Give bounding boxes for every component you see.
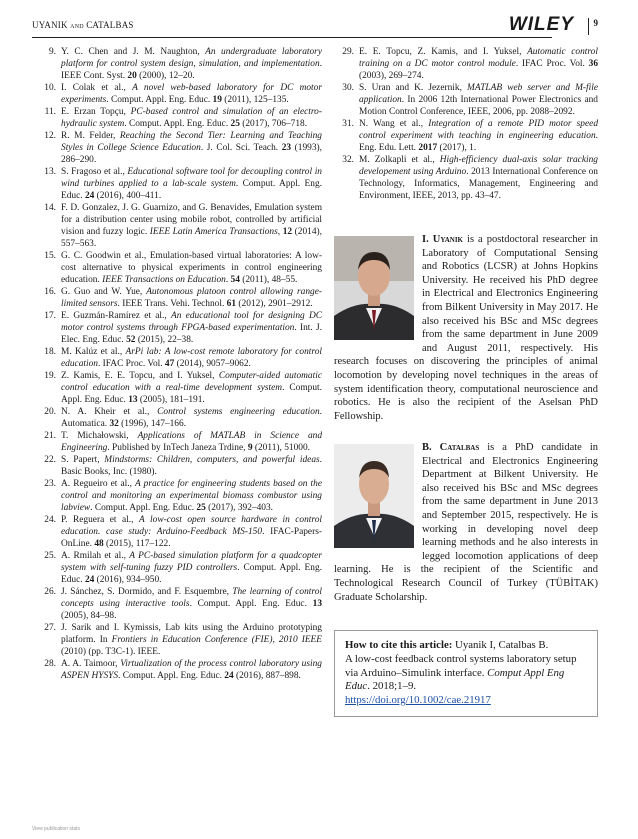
reference-item (334, 46, 598, 82)
reference-text-part: A novel web-based laboratory for DC motor experiments (61, 83, 322, 105)
reference-number: 18. (44, 347, 56, 357)
reference-text-part: A. Regueiro et al., (61, 479, 136, 489)
reference-text (61, 250, 322, 286)
reference-number: 22. (44, 455, 56, 465)
reference-number: 12. (44, 131, 56, 141)
reference-text-part: . (225, 275, 231, 285)
reference-text-part: (2014), 9057–9062. (174, 359, 251, 369)
reference-text-part: A. Rmilah et al., (61, 551, 130, 561)
reference-text-part: A PC-based simulation platform for a quadcopter system with self-tuning fuzzy PID controllers (61, 551, 322, 573)
reference-text-part: . J. Col. Sci. Teach. (200, 143, 282, 153)
reference-text (61, 370, 322, 406)
reference-text-part: (2011), 51000. (252, 443, 310, 453)
reference-text (61, 454, 322, 478)
reference-text-part: (1996), 147–166. (118, 419, 186, 429)
citation-rest: . 2018;1–9. (367, 680, 417, 693)
reference-number: 17. (44, 311, 56, 321)
reference-text-part: 19 (212, 95, 222, 105)
reference-text-part: Reaching the Second Tier: Learning and Teaching Styles in College Science Education (61, 131, 322, 153)
and-label: and (70, 20, 84, 30)
reference-list-left (36, 46, 322, 682)
reference-text-part: 13 (312, 599, 323, 609)
reference-text-part: (2017), 706–718. (239, 119, 308, 129)
reference-number: 21. (44, 431, 56, 441)
bio1-text: is a postdoctoral researcher in Laboratory of Computational Sensing and Robotics (LCSR) at Johns Hopkins University. He received his PhD degree in Electrical and Electronics Engineering from Bilkent University in May 2017. He also received his BSc and MSc degrees from the same department in June 2009 and August 2011, respectively. His research focuses on discovering the principles of animal locomotion by developing novel techniques in the areas of system identification theory, computational neuroscience and robotics. He is also the recipient of the Aselsan PhD Fellowship. (334, 234, 598, 422)
author1-label: UYANIK (32, 20, 68, 30)
reference-text-part: M. Zolkapli et al., (359, 155, 440, 165)
reference-text-part: (2012), 2901–2912. (236, 299, 313, 309)
reference-text-part: (2016), 934–950. (94, 575, 162, 585)
reference-item (36, 550, 322, 586)
reference-text (359, 82, 598, 118)
reference-text-part: E. Guzmán-Ramírez et al., (61, 311, 171, 321)
author-bio-catalbas (334, 441, 598, 604)
reference-text-part: Computer-aided automatic control education with a real-time development system (61, 371, 322, 393)
reference-text-part: 54 (230, 275, 240, 285)
reference-text (359, 118, 598, 154)
reference-text-part: P. Reguera et al., (61, 515, 139, 525)
reference-text-part: An educational tool for designing DC motor control systems through FPGA-based experimentation (61, 311, 322, 333)
citation-label: How to cite this article: (345, 639, 453, 651)
reference-text-part: (2017), 1. (437, 143, 477, 153)
reference-number: 23. (44, 479, 56, 489)
reference-text-part: 2017 (418, 143, 438, 153)
reference-item (36, 82, 322, 106)
reference-item (36, 370, 322, 406)
reference-item (36, 106, 322, 130)
reference-text-part: S. Uran and K. Jezernik, (359, 83, 468, 93)
reference-text-part: . IFAC Proc. Vol. (515, 59, 589, 69)
reference-text (61, 478, 322, 514)
reference-text (61, 430, 322, 454)
reference-text-part: . Comput. Appl. Eng. Educ. (118, 671, 225, 681)
reference-text-part: . Comput. Appl. Eng. Educ. (61, 383, 322, 405)
reference-list-right (334, 46, 598, 202)
reference-number: 11. (44, 107, 56, 117)
running-head-authors (32, 20, 134, 30)
footer-note: View publication stats (32, 826, 80, 832)
reference-text-part: 47 (164, 359, 175, 369)
reference-text-part: (2016), 887–898. (233, 671, 301, 681)
reference-item (36, 346, 322, 370)
reference-number: 10. (44, 83, 56, 93)
reference-text-part: A low-cost open source hardware in control education. case study: Arduino-Feedback MS-150 (61, 515, 322, 537)
reference-text (61, 622, 322, 658)
reference-text-part: . Int. J. Elec. Eng. Educ. (61, 323, 323, 345)
reference-text-part: (2014), 557–563. (61, 227, 323, 249)
reference-text (61, 166, 322, 202)
reference-text-part: . Eng. Edu. Lett. (359, 131, 598, 153)
reference-text-part: (2010) (pp. T3C-1). IEEE. (61, 647, 161, 657)
reference-item (36, 46, 322, 82)
reference-text-part: F. D. Gonzalez, J. G. Guarnizo, and G. Benavides, Emulation system for a distribution center using mobile robot, controlled by artificial vision and fuzzy logic. (61, 203, 322, 237)
reference-text-part: Z. Kamis, E. E. Topcu, and I. Yuksel, (61, 371, 219, 381)
reference-text-part: (2016), 400–411. (94, 191, 162, 201)
reference-text (61, 202, 322, 250)
reference-item (334, 154, 598, 202)
reference-text-part: N. A. Kheir et al., (61, 407, 158, 417)
reference-text-part: PC-based control and simulation of an electro-hydraulic system (61, 107, 322, 129)
reference-text-part: Control systems engineering education (157, 407, 320, 417)
reference-number: 9. (48, 47, 56, 57)
reference-text-part: . In 2006 12th International Power Electronics and Motion Control Conference, IEEE, 2006, pp. 2088–2092. (359, 95, 598, 117)
reference-text (61, 658, 322, 682)
reference-text (61, 130, 322, 166)
reference-text-part: . Basic Books, Inc. (1980). (61, 455, 322, 477)
reference-text (61, 106, 322, 130)
reference-text-part: . IEEE Trans. Vehi. Technol. (117, 299, 227, 309)
reference-text-part: 61 (226, 299, 237, 309)
reference-text (61, 550, 322, 586)
citation-box (334, 630, 598, 717)
reference-text-part: Frontiers in Education Conference (FIE), 2010 IEEE (111, 635, 323, 645)
author-bio-uyanik (334, 233, 598, 423)
page-number: 9 (588, 18, 599, 35)
reference-number: 20. (44, 407, 56, 417)
reference-text (61, 286, 322, 310)
reference-text-part: T. Michałowski, (61, 431, 138, 441)
citation-title: A low-cost feedback control systems laboratory setup via Arduino–Simulink interface. (345, 652, 577, 679)
reference-text-part: E. Erzan Topçu, (61, 107, 131, 117)
reference-text-part: . 2013 International Conference on Technology, Informatics, Management, Engineering and Environment, IEEE, 2013, pp. 43–47. (359, 167, 598, 201)
reference-text-part: IEEE Transactions on Education (102, 275, 226, 285)
reference-number: 16. (44, 287, 56, 297)
reference-text-part: Autonomous platoon control allowing range-limited sensors (61, 287, 322, 309)
reference-text-part: J. Sarik and I. Kymissis, Lab kits using the Arduino prototyping platform. In (61, 623, 322, 645)
reference-text-part: (2011), 48–55. (239, 275, 298, 285)
reference-text-part: 24 (84, 191, 95, 201)
reference-text-part: (2017), 392–403. (205, 503, 273, 513)
reference-number: 25. (44, 551, 56, 561)
reference-text-part: IEEE Latin America Transactions (149, 227, 278, 237)
author-photo-uyanik (334, 236, 414, 340)
reference-text-part: A. A. Taimoor, (61, 659, 121, 669)
reference-text (61, 406, 322, 430)
reference-text-part: . Comput. Appl. Eng. Educ. (61, 563, 322, 585)
reference-item (36, 310, 322, 346)
reference-number: 26. (44, 587, 56, 597)
reference-item (36, 202, 322, 250)
reference-text (61, 514, 322, 550)
reference-number: 15. (44, 251, 56, 261)
reference-text-part: Mindstorms: Children, computers, and powerful ideas (104, 455, 320, 465)
reference-text-part: . Comput. Appl. Eng. Educ. (124, 119, 231, 129)
reference-text-part: E. E. Topcu, Z. Kamis, and I. Yuksel, (359, 47, 528, 57)
header-rule (32, 37, 552, 38)
reference-item (36, 586, 322, 622)
doi-link[interactable]: https://doi.org/10.1002/cae.21917 (345, 694, 491, 707)
reference-text-part: S. Fragoso et al., (61, 167, 128, 177)
reference-number: 19. (44, 371, 56, 381)
reference-text-part: Automatic control training on a DC motor control module (359, 47, 598, 69)
reference-text-part: 24 (224, 671, 234, 681)
citation-authors: Uyanik I, Catalbas B. (452, 639, 549, 651)
reference-text-part: 9 (247, 443, 253, 453)
bio1-name: I. Uyanik (422, 234, 464, 245)
reference-text (61, 586, 322, 622)
reference-text-part: A practice for engineering students based on the control and monitoring an experimental biomass combustor using labview (61, 479, 322, 513)
reference-item (36, 478, 322, 514)
reference-number: 24. (44, 515, 56, 525)
reference-text-part: . Automatica. (61, 407, 322, 429)
reference-number: 32. (342, 155, 354, 165)
reference-number: 30. (342, 83, 354, 93)
reference-text-part: . Comput. Appl. Eng. Educ. (90, 503, 197, 513)
reference-text-part: . Published by InTech Janeza Trdine, (107, 443, 248, 453)
reference-item (36, 250, 322, 286)
reference-text-part: (2003), 269–274. (359, 71, 424, 81)
reference-text (61, 310, 322, 346)
reference-item (36, 406, 322, 430)
reference-text-part: . IEEE Cont. Syst. (61, 59, 322, 81)
reference-text-part: . IFAC Proc. Vol. (97, 359, 165, 369)
reference-item (36, 130, 322, 166)
reference-text (61, 46, 322, 82)
reference-item (36, 286, 322, 310)
reference-text-part: . Comput. Appl. Eng. Educ. (106, 95, 213, 105)
reference-number: 31. (342, 119, 354, 129)
reference-number: 13. (44, 167, 56, 177)
reference-text-part: Virtualization of the process control laboratory using ASPEN HYSYS (61, 659, 322, 681)
reference-text-part: (2015), 22–38. (135, 335, 194, 345)
reference-text-part: 48 (94, 539, 104, 549)
reference-text-part: S. Papert, (61, 455, 105, 465)
running-header (32, 14, 598, 40)
reference-text-part: (2011), 125–135. (221, 95, 289, 105)
citation-journal: Comput Appl Eng Educ (345, 666, 565, 693)
author2-label: CATALBAS (86, 20, 134, 30)
reference-text-part: (1993), 286–290. (61, 143, 322, 165)
reference-number: 29. (342, 47, 354, 57)
reference-item (36, 514, 322, 550)
reference-text-part: M. Kalúz et al., (61, 347, 126, 357)
reference-text-part: . Comput. Appl. Eng. Educ. (61, 179, 322, 201)
reference-number: 28. (44, 659, 56, 669)
reference-text-part: 24 (84, 575, 95, 585)
reference-text (61, 82, 322, 106)
reference-text-part: 32 (109, 419, 119, 429)
reference-number: 14. (44, 203, 56, 213)
reference-text-part: G. C. Goodwin et al., Emulation-based virtual laboratories: A low-cost alternative to physical experiments in control engineering education. (61, 251, 322, 285)
bio2-name: B. Catalbas (422, 442, 480, 453)
reference-text-part: An undergraduate laboratory platform for control system design, simulation, and implementation (61, 47, 322, 69)
reference-text-part: 36 (588, 59, 599, 69)
reference-text-part: R. M. Felder, (61, 131, 120, 141)
reference-text-part: (2000), 12–20. (136, 71, 195, 81)
reference-item (36, 454, 322, 478)
reference-text-part: Y. C. Chen and J. M. Naughton, (61, 47, 206, 57)
reference-text-part: 52 (126, 335, 136, 345)
reference-item (36, 430, 322, 454)
bio2-text: is a PhD candidate in Electrical and Electronics Engineering Department at Bilkent University. He also received his BSc and MSc degrees from the same department in June 2013 and September 2015, respectively. He is working in developing novel deep learning methods and he also interests in legged locomotion applications of deep learning. He is the recipient of the Scientific and Technological Research Council of Turkey (TÜBİTAK) Graduate Scholarship. (334, 442, 598, 603)
reference-text (61, 346, 322, 370)
reference-text-part: 25 (196, 503, 206, 513)
reference-text-part: J. Sánchez, S. Dormido, and F. Esquembre, (61, 587, 233, 597)
reference-text-part: 23 (281, 143, 292, 153)
reference-text-part: N. Wang et al., (359, 119, 429, 129)
reference-text-part: 20 (127, 71, 137, 81)
reference-item (36, 658, 322, 682)
reference-text-part: . Comput. Appl. Eng. Educ. (189, 599, 313, 609)
reference-text-part: The learning of control concepts using interactive tools (61, 587, 322, 609)
reference-text (359, 154, 598, 202)
reference-number: 27. (44, 623, 56, 633)
reference-text-part: Integration of a remote PID motor speed control experiment with teaching in engineering education (359, 119, 599, 141)
reference-text-part: (2015), 117–122. (103, 539, 171, 549)
reference-text-part: (2005), 84–98. (61, 611, 117, 621)
reference-item (334, 118, 598, 154)
reference-text-part: 25 (230, 119, 240, 129)
reference-text-part: G. Guo and W. Yue, (61, 287, 147, 297)
reference-text (359, 46, 598, 82)
reference-text-part: MATLAB web server and M-file application (359, 83, 598, 105)
reference-item (36, 622, 322, 658)
reference-text-part: 13 (128, 395, 138, 405)
reference-text-part: High-efficiency dual-axis solar tracking developement using Arduino (359, 155, 598, 177)
reference-text-part: . IFAC-Papers-OnLine. (61, 527, 322, 549)
reference-text-part: (2005), 181–191. (137, 395, 205, 405)
publisher-logo: WILEY (508, 14, 574, 35)
author-photo-catalbas (334, 444, 414, 548)
reference-text-part: , (277, 227, 283, 237)
reference-item (36, 166, 322, 202)
reference-text-part: I. Colak et al., (61, 83, 133, 93)
reference-text-part: ArPi lab: A low-cost remote laboratory for control education (61, 347, 322, 369)
reference-text-part: Applications of MATLAB in Science and Engineering (61, 431, 323, 453)
reference-text-part: 12 (282, 227, 293, 237)
reference-item (334, 82, 598, 118)
reference-text-part: Educational software tool for decoupling control in wind turbines applied to a lab-scale system (61, 167, 322, 189)
